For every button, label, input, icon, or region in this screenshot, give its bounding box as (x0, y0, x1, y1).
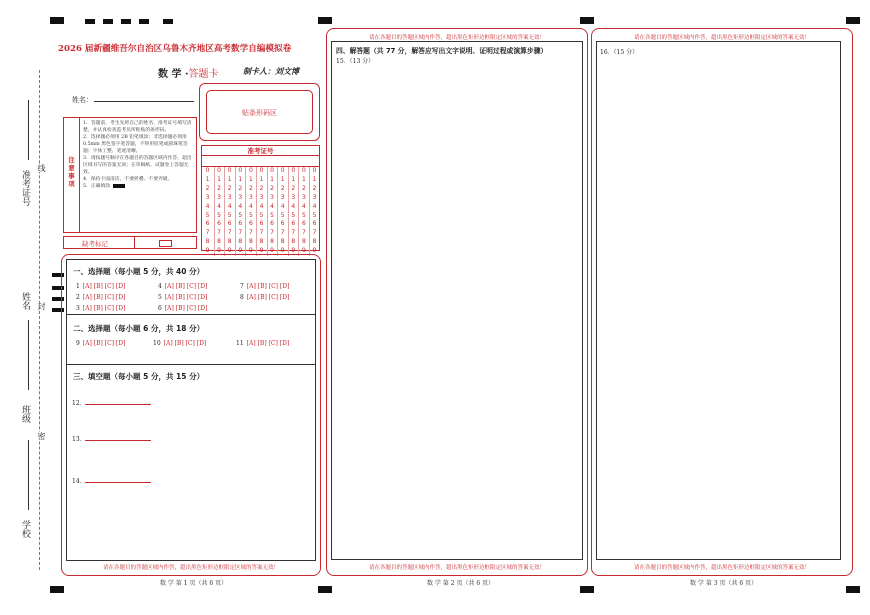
exam-no-digit-bubble[interactable]: 2 (301, 184, 306, 192)
corner-mark (846, 17, 860, 24)
exam-no-digit-bubble[interactable]: 9 (312, 247, 317, 255)
exam-no-digit-bubble[interactable]: 7 (205, 229, 210, 237)
choice-question[interactable] (153, 340, 206, 347)
fill-q13-answer-line[interactable] (85, 440, 151, 441)
binding-underline (28, 100, 29, 160)
corner-mark (318, 586, 332, 593)
exam-no-digit-bubble[interactable]: 3 (312, 193, 317, 201)
notice-item-fill-example (83, 183, 196, 190)
exam-no-digit-bubble[interactable]: 4 (248, 202, 253, 210)
exam-no-digit-bubble[interactable]: 2 (227, 184, 232, 192)
exam-no-digit-bubble[interactable]: 2 (205, 184, 210, 192)
choice-question[interactable] (76, 340, 125, 347)
exam-no-digit-bubble[interactable]: 5 (291, 211, 296, 219)
exam-no-digit-bubble[interactable]: 5 (259, 211, 264, 219)
question-number: 7 (240, 283, 244, 290)
exam-no-digit-bubble[interactable]: 3 (248, 193, 253, 201)
exam-no-digit-bubble[interactable]: 1 (248, 175, 253, 183)
timing-mark (103, 19, 113, 24)
page2-number: 数 学 第 2 页（共 6 页） (427, 580, 495, 587)
notice-item: 3．请按题号顺序在各题目的答题区域内作答，超出区域书写的答案无效；在草稿纸、试题卷上答题无效。 (83, 156, 192, 175)
exam-no-digit-column[interactable] (288, 167, 298, 256)
exam-no-digit-bubble[interactable]: 7 (312, 229, 317, 237)
exam-no-digit-bubble[interactable]: 7 (301, 229, 306, 237)
exam-no-digit-bubble[interactable]: 4 (217, 202, 221, 210)
exam-no-digit-bubble[interactable]: 7 (280, 229, 285, 237)
exam-no-digit-column[interactable] (245, 167, 255, 256)
option-bubbles[interactable]: [A] [B] [C] [D] (82, 283, 126, 290)
choice-question[interactable] (240, 294, 289, 301)
corner-mark (580, 17, 594, 24)
corner-mark (50, 586, 64, 593)
exam-no-digit-bubble[interactable]: 6 (301, 220, 306, 228)
fill-q14-answer-line[interactable] (85, 482, 151, 483)
exam-no-digit-bubble[interactable]: 7 (217, 229, 221, 237)
corner-mark (318, 17, 332, 24)
exam-no-digit-column[interactable] (256, 167, 266, 256)
choice-question[interactable] (158, 305, 207, 312)
exam-no-digit-bubble[interactable]: 7 (227, 229, 232, 237)
choice-question[interactable] (236, 340, 289, 347)
exam-no-digit-bubble[interactable]: 9 (248, 247, 253, 255)
page3-warning-top: 请在各题目的答题区域内作答，超出黑色矩形边框限定区域的答案无效！ (633, 35, 810, 41)
exam-no-digit-bubble[interactable]: 0 (259, 167, 264, 174)
exam-no-digit-bubble[interactable]: 9 (301, 247, 306, 255)
option-bubbles[interactable]: [A] [B] [C] [D] (82, 294, 126, 301)
notice-item: 5．正确填涂 (83, 184, 111, 189)
exam-no-digit-bubble[interactable]: 6 (280, 220, 285, 228)
option-bubbles[interactable]: [A] [B] [C] [D] (82, 340, 126, 347)
option-bubbles[interactable]: [A] [B] [C] [D] (163, 340, 207, 347)
exam-no-digit-bubble[interactable]: 1 (270, 175, 274, 183)
exam-no-digit-bubble[interactable]: 5 (227, 211, 232, 219)
exam-no-digit-bubble[interactable]: 0 (238, 167, 243, 174)
option-bubbles[interactable]: [A] [B] [C] [D] (164, 305, 208, 312)
question-number: 9 (76, 340, 80, 347)
exam-no-digit-bubble[interactable]: 5 (312, 211, 317, 219)
notice-item: 4．保持卡面清洁，不要折叠、不要弄破。 (83, 177, 173, 182)
exam-no-digit-bubble[interactable]: 7 (238, 229, 243, 237)
exam-no-digit-bubble[interactable]: 1 (301, 175, 306, 183)
exam-no-digit-bubble[interactable]: 2 (280, 184, 285, 192)
notice-divider (79, 118, 80, 232)
exam-no-digit-column[interactable] (267, 167, 277, 256)
question-number: 10 (153, 340, 161, 347)
choice-question[interactable] (76, 294, 125, 301)
exam-no-digit-bubble[interactable]: 8 (217, 238, 221, 246)
exam-no-digit-column[interactable] (298, 167, 308, 256)
exam-no-digit-bubble[interactable]: 9 (205, 247, 210, 255)
timing-mark (163, 19, 173, 24)
exam-no-digit-column[interactable] (203, 167, 212, 256)
fill-q12-label: 12． (72, 400, 86, 407)
option-bubbles[interactable]: [A] [B] [C] [D] (246, 340, 290, 347)
question-number: 5 (158, 294, 162, 301)
exam-no-digit-bubble[interactable]: 8 (301, 238, 306, 246)
exam-no-digit-bubble[interactable]: 6 (238, 220, 243, 228)
exam-no-digit-column[interactable] (224, 167, 234, 256)
fill-q14-label: 14． (72, 478, 86, 485)
page3-inner-frame (596, 41, 841, 560)
exam-no-digit-bubble[interactable]: 9 (291, 247, 296, 255)
exam-no-digit-bubble[interactable]: 5 (238, 211, 243, 219)
exam-no-digit-bubble[interactable]: 3 (217, 193, 221, 201)
page3-warning-bottom: 请在各题目的答题区域内作答，超出黑色矩形边框限定区域的答案无效！ (633, 565, 810, 571)
name-field[interactable] (94, 101, 194, 102)
exam-no-digit-bubble[interactable]: 2 (291, 184, 296, 192)
exam-no-digit-bubble[interactable]: 9 (227, 247, 232, 255)
exam-no-digit-bubble[interactable]: 0 (280, 167, 285, 174)
binding-dashed-line (39, 70, 40, 570)
choice2-title: 二、选择题（每小题 6 分，共 18 分） (73, 324, 205, 333)
question-number: 4 (158, 283, 162, 290)
exam-no-digit-bubble[interactable]: 5 (248, 211, 253, 219)
notice-item: 1．答题前，考生先将自己的姓名、准考证号填写清楚，并认真检查监考员所粘贴的条形码。 (83, 121, 192, 133)
exam-no-digit-bubble[interactable]: 3 (205, 193, 210, 201)
exam-no-digit-bubble[interactable]: 8 (248, 238, 253, 246)
choice1-title: 一、选择题（每小题 5 分，共 40 分） (73, 267, 205, 276)
exam-no-digit-bubble[interactable]: 9 (280, 247, 285, 255)
exam-no-digit-column[interactable] (277, 167, 287, 256)
exam-no-digit-bubble[interactable]: 0 (291, 167, 296, 174)
exam-no-digit-bubble[interactable]: 0 (301, 167, 306, 174)
option-bubbles[interactable]: [A] [B] [C] [D] (82, 305, 126, 312)
exam-no-digit-bubble[interactable]: 3 (270, 193, 274, 201)
exam-no-digit-bubble[interactable]: 0 (227, 167, 232, 174)
option-bubbles[interactable]: [A] [B] [C] [D] (246, 294, 290, 301)
page2-inner-frame (331, 41, 583, 560)
timing-mark (85, 19, 95, 24)
page2-warning-top: 请在各题目的答题区域内作答，超出黑色矩形边框限定区域的答案无效！ (368, 35, 545, 41)
exam-no-digit-bubble[interactable]: 8 (312, 238, 317, 246)
binding-label-class: 班级 (20, 405, 30, 423)
choice-question[interactable] (158, 294, 207, 301)
binding-underline (28, 320, 29, 390)
exam-no-digit-bubble[interactable]: 9 (270, 247, 274, 255)
page1-number: 数 学 第 1 页（共 6 页） (160, 580, 228, 587)
exam-no-digit-bubble[interactable]: 8 (270, 238, 274, 246)
corner-mark (580, 586, 594, 593)
notice-list (83, 120, 196, 190)
exam-no-digit-bubble[interactable]: 8 (280, 238, 285, 246)
card-label: 答题卡 (188, 69, 219, 80)
exam-no-digit-bubble[interactable]: 0 (248, 167, 253, 174)
binding-label-name: 姓名 (20, 292, 30, 310)
corner-mark (50, 17, 64, 24)
exam-no-digit-bubble[interactable]: 6 (259, 220, 264, 228)
subject-title (158, 65, 218, 80)
exam-no-grid (201, 145, 320, 255)
exam-no-digit-bubble[interactable]: 1 (217, 175, 221, 183)
binding-underline (28, 440, 29, 510)
fill-q12-answer-line[interactable] (85, 404, 151, 405)
exam-no-digit-bubble[interactable]: 7 (270, 229, 274, 237)
exam-no-digit-bubble[interactable]: 9 (217, 247, 221, 255)
seal-char-secret: 密 (37, 432, 46, 440)
exam-no-digit-bubble[interactable]: 5 (280, 211, 285, 219)
exam-no-digit-bubble[interactable]: 2 (238, 184, 243, 192)
question-number: 6 (158, 305, 162, 312)
exam-no-digit-bubble[interactable]: 2 (259, 184, 264, 192)
fill-q13-label: 13． (72, 436, 86, 443)
exam-no-digit-column[interactable] (235, 167, 245, 256)
exam-no-digit-bubble[interactable]: 0 (205, 167, 210, 174)
exam-no-digit-bubble[interactable]: 1 (312, 175, 317, 183)
binding-label-exam-no: 准考证号 (20, 170, 30, 206)
exam-no-digit-bubble[interactable]: 4 (280, 202, 285, 210)
barcode-area (199, 83, 320, 141)
binding-label-school: 学校 (20, 520, 30, 538)
exam-no-digit-bubble[interactable]: 7 (259, 229, 264, 237)
name-label: 姓名： (72, 96, 93, 104)
exam-no-digit-bubble[interactable]: 6 (248, 220, 253, 228)
exam-no-digit-bubble[interactable]: 4 (291, 202, 296, 210)
question-number: 11 (236, 340, 244, 347)
absent-box (63, 236, 197, 249)
exam-no-digit-bubble[interactable]: 5 (301, 211, 306, 219)
exam-no-input-row[interactable] (202, 155, 319, 167)
fill-title: 三、填空题（每小题 5 分，共 15 分） (73, 372, 205, 381)
absent-checkbox[interactable] (159, 240, 172, 247)
question-number: 3 (76, 305, 80, 312)
timing-mark (121, 19, 131, 24)
exam-no-digit-bubble[interactable]: 6 (312, 220, 317, 228)
exam-no-digit-bubble[interactable]: 1 (205, 175, 210, 183)
question-number: 2 (76, 294, 80, 301)
q15-label: 15．（13 分） (336, 58, 375, 65)
exam-no-digit-bubble[interactable]: 2 (217, 184, 221, 192)
subject-label: 数 学 · (158, 69, 189, 80)
question-number: 8 (240, 294, 244, 301)
exam-no-digit-bubble[interactable]: 3 (280, 193, 285, 201)
exam-no-digit-bubble[interactable]: 4 (205, 202, 210, 210)
exam-no-digit-bubble[interactable]: 7 (248, 229, 253, 237)
page1-warning: 请在各题目的答题区域内作答，超出黑色矩形边框限定区域的答案无效！ (102, 565, 279, 571)
exam-no-digit-bubble[interactable]: 1 (259, 175, 264, 183)
notice-item: 2．选择题必须用 2B 铅笔填涂；非选择题必须用 0.5mm 黑色签字笔答题，不得用铅笔或圆珠笔答题；字体工整、笔迹清晰。 (83, 135, 188, 154)
exam-no-digit-bubble[interactable]: 4 (227, 202, 232, 210)
exam-no-digit-bubble[interactable]: 6 (270, 220, 274, 228)
exam-no-digit-bubble[interactable]: 8 (259, 238, 264, 246)
exam-no-digit-bubble[interactable]: 1 (238, 175, 243, 183)
notice-title: 注意事项 (68, 156, 75, 188)
exam-no-digit-bubble[interactable]: 2 (248, 184, 253, 192)
exam-no-digit-bubble[interactable]: 4 (238, 202, 243, 210)
exam-no-digit-bubble[interactable]: 7 (291, 229, 296, 237)
absent-label: 缺考标记 (82, 240, 108, 248)
exam-no-digit-bubble[interactable]: 5 (205, 211, 210, 219)
exam-no-digit-bubble[interactable]: 2 (312, 184, 317, 192)
exam-no-digit-bubble[interactable]: 6 (227, 220, 232, 228)
exam-no-digit-bubble[interactable]: 5 (270, 211, 274, 219)
exam-no-digit-bubble[interactable]: 0 (270, 167, 274, 174)
q16-label: 16．（15 分） (600, 49, 639, 56)
option-bubbles[interactable]: [A] [B] [C] [D] (246, 283, 290, 290)
exam-no-digit-bubble[interactable]: 3 (291, 193, 296, 201)
exam-no-digit-bubble[interactable]: 8 (291, 238, 296, 246)
timing-mark (139, 19, 149, 24)
exam-no-digit-bubble[interactable]: 8 (205, 238, 210, 246)
exam-no-digit-bubble[interactable]: 3 (301, 193, 306, 201)
exam-no-digit-bubble[interactable]: 1 (227, 175, 232, 183)
seal-char-seal: 封 (37, 302, 46, 310)
exam-no-digit-bubble[interactable]: 1 (291, 175, 296, 183)
exam-no-digit-bubble[interactable]: 6 (291, 220, 296, 228)
card-maker: 制卡人：刘文博 (243, 66, 299, 76)
exam-no-digit-bubble[interactable]: 2 (270, 184, 274, 192)
absent-divider (134, 237, 135, 248)
exam-no-digit-column[interactable] (309, 167, 319, 256)
exam-no-digit-bubble[interactable]: 4 (270, 202, 274, 210)
option-bubbles[interactable]: [A] [B] [C] [D] (164, 283, 208, 290)
exam-no-digit-bubble[interactable]: 9 (238, 247, 243, 255)
page2-warning-bottom: 请在各题目的答题区域内作答，超出黑色矩形边框限定区域的答案无效！ (368, 565, 545, 571)
exam-no-digit-bubble[interactable]: 8 (227, 238, 232, 246)
exam-no-digit-bubble[interactable]: 3 (227, 193, 232, 201)
notice-box (63, 117, 197, 233)
answer-section-title: 四、解答题（共 77 分，解答应写出文字说明、证明过程或演算步骤） (336, 47, 548, 55)
exam-no-label: 准考证号 (202, 146, 319, 156)
exam-no-digit-bubble[interactable]: 5 (217, 211, 221, 219)
exam-no-digit-bubble[interactable]: 8 (238, 238, 243, 246)
choice-question[interactable] (76, 305, 125, 312)
exam-no-digit-bubble[interactable]: 6 (217, 220, 221, 228)
exam-no-digit-bubble[interactable]: 4 (259, 202, 264, 210)
page3-number: 数 学 第 3 页（共 6 页） (690, 580, 758, 587)
seal-char-line: 线 (37, 164, 46, 172)
exam-no-digit-bubble[interactable]: 4 (301, 202, 306, 210)
choice-question[interactable] (158, 283, 207, 290)
option-bubbles[interactable]: [A] [B] [C] [D] (164, 294, 208, 301)
exam-no-digit-bubble[interactable]: 3 (238, 193, 243, 201)
filled-bubble-example (113, 184, 125, 188)
exam-no-digit-bubble[interactable]: 6 (205, 220, 210, 228)
exam-no-digit-bubble[interactable]: 1 (280, 175, 285, 183)
question-number: 1 (76, 283, 80, 290)
exam-no-digit-bubble[interactable]: 3 (259, 193, 264, 201)
exam-no-digit-bubble[interactable]: 0 (312, 167, 317, 174)
corner-mark (846, 586, 860, 593)
exam-title: 2026 届新疆维吾尔自治区乌鲁木齐地区高考数学自编模拟卷 (58, 44, 292, 54)
choice-question[interactable] (76, 283, 125, 290)
exam-no-digit-column[interactable] (214, 167, 224, 256)
exam-no-digit-bubble[interactable]: 0 (217, 167, 221, 174)
choice-question[interactable] (240, 283, 289, 290)
exam-no-digit-bubble[interactable]: 9 (259, 247, 264, 255)
barcode-label: 贴条形码区 (242, 109, 277, 117)
exam-no-digit-bubble[interactable]: 4 (312, 202, 317, 210)
